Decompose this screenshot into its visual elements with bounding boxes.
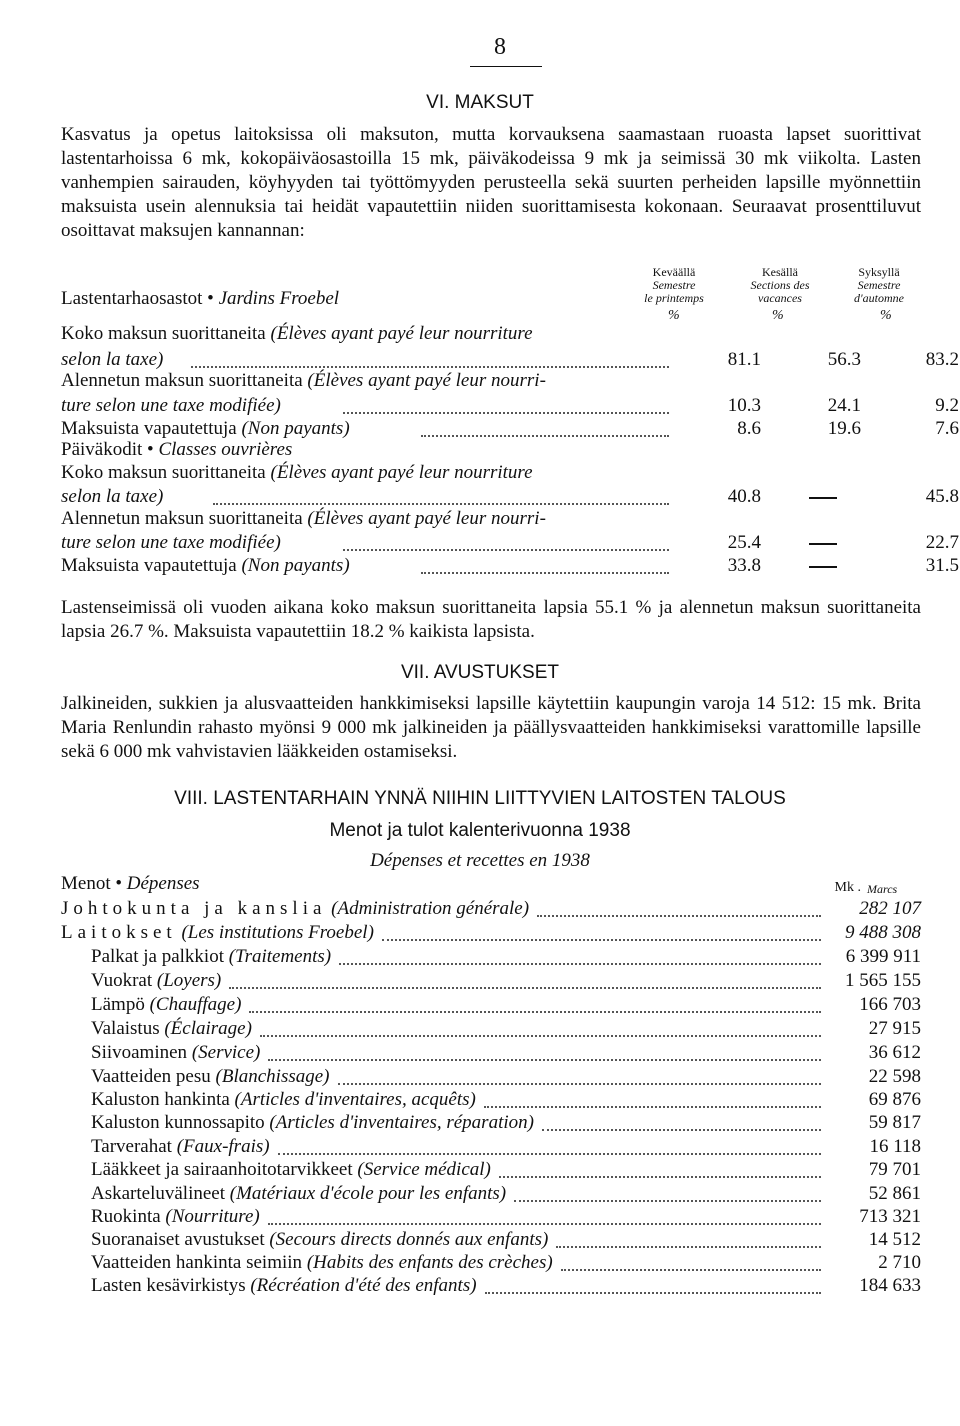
expense-label-fi: Ruokinta <box>91 1206 161 1227</box>
leader-dots <box>229 987 821 989</box>
table-row: Alennetun maksun suorittaneita (Élèves ayant payé leur nourri- <box>61 508 546 529</box>
table-row: ture selon une taxe modifiée) 10.3 24.1 9.2 <box>61 395 959 416</box>
expense-label-fr: (Chauffage) <box>149 994 242 1015</box>
expense-label-fi: Kaluston kunnossapito <box>91 1112 265 1133</box>
expense-row <box>61 1042 921 1068</box>
column-head-summer: Kesällä Sections des vacances <box>750 265 810 305</box>
expense-label-fr: (Articles d'inventaires, acquêts) <box>234 1089 476 1110</box>
leader-dots <box>484 1106 821 1108</box>
leader-dots <box>268 1223 821 1225</box>
expense-label-fi: Palkat ja palkkiot <box>91 946 224 967</box>
leader-dots <box>542 1129 821 1131</box>
unit-percent-summer: % <box>772 308 784 323</box>
expense-label-fr: (Habits des enfants des crèches) <box>306 1252 553 1273</box>
table-row: selon la taxe) 81.1 56.3 83.2 <box>61 349 959 370</box>
expense-label-fr: (Les institutions Froebel) <box>181 922 374 943</box>
table-row: Maksuista vapautettuja (Non payants) 33.8 31.5 <box>61 555 959 576</box>
expense-amount: 713 321 <box>859 1206 921 1227</box>
leader-dots <box>278 1153 821 1155</box>
expense-label-fr: (Récréation d'été des enfants) <box>250 1275 477 1296</box>
expense-amount: 14 512 <box>868 1229 921 1250</box>
expense-row <box>61 1159 921 1185</box>
expense-label-fr: (Faux-frais) <box>176 1136 270 1157</box>
expense-amount: 27 915 <box>868 1018 921 1039</box>
expense-label-fi: Kaluston hankinta <box>91 1089 230 1110</box>
expense-row <box>61 922 921 948</box>
expense-label-fi: Tarverahat <box>91 1136 172 1157</box>
expense-label-fr: (Administration générale) <box>331 898 530 919</box>
leader-dots <box>249 1011 821 1013</box>
leader-dots <box>382 939 821 941</box>
expense-amount: 1 565 155 <box>845 970 921 991</box>
section-vi-creche-paragraph: Lastenseimissä oli vuoden aikana koko maksun suorittaneita lapsia 55.1 % ja alennetun maksun suorittaneita lapsia 26.7 %. Maksuista vapautettiin 18.2 % kaikista lapsista. <box>61 597 921 642</box>
expense-amount: 282 107 <box>859 898 921 919</box>
expense-label-fi: Vaatteiden hankinta seimiin <box>91 1252 303 1273</box>
dash-no-data <box>809 497 837 499</box>
leader-dots <box>514 1200 821 1202</box>
expense-amount: 36 612 <box>868 1042 921 1063</box>
leader-dots <box>561 1269 821 1271</box>
expense-label-fr: (Nourriture) <box>165 1206 260 1227</box>
expense-label-fi: Lasten kesävirkistys <box>91 1275 246 1296</box>
expense-row <box>61 994 921 1020</box>
expense-label-fi: Johtokunta ja kanslia <box>61 898 327 919</box>
dash-no-data <box>809 543 837 545</box>
expense-amount: 22 598 <box>868 1066 921 1087</box>
section-vi-heading: VI. MAKSUT <box>426 92 534 113</box>
expense-row <box>61 1018 921 1044</box>
table-row: Koko maksun suorittaneita (Élèves ayant payé leur nourriture <box>61 323 533 344</box>
expense-label-fr: (Traitements) <box>228 946 332 967</box>
expense-label-fr: (Blanchissage) <box>215 1066 330 1087</box>
table-row: Maksuista vapautettuja (Non payants) 8.6 19.6 7.6 <box>61 418 959 439</box>
unit-marcs: Marcs <box>867 882 898 896</box>
unit-percent-autumn: % <box>880 308 892 323</box>
unit-percent-spring: % <box>668 308 680 323</box>
leader-dots <box>268 1059 821 1061</box>
expense-row <box>61 1112 921 1138</box>
page-number: 8 <box>494 34 506 60</box>
unit-mk: Mk . <box>834 880 861 895</box>
expense-amount: 184 633 <box>859 1275 921 1296</box>
expense-row <box>61 1275 921 1301</box>
expense-label-fi: Lääkkeet ja sairaanhoitotarvikkeet <box>91 1159 353 1180</box>
section-viii-heading: VIII. LASTENTARHAIN YNNÄ NIIHIN LIITTYVIEN LAITOSTEN TALOUS <box>174 788 786 809</box>
expense-label-fr: (Service médical) <box>357 1159 491 1180</box>
expense-label-fi: Suoranaiset avustukset <box>91 1229 265 1250</box>
expense-amount: 59 817 <box>868 1112 921 1133</box>
table-row: ture selon une taxe modifiée) 25.4 22.7 <box>61 532 959 553</box>
expense-label-fr: (Éclairage) <box>164 1018 252 1039</box>
page-number-rule <box>470 66 542 67</box>
dash-no-data <box>809 566 837 568</box>
expense-label-fr: (Service) <box>191 1042 261 1063</box>
leader-dots <box>339 963 821 965</box>
expense-label-fr: (Loyers) <box>156 970 222 991</box>
expense-amount: 2 710 <box>878 1252 921 1273</box>
expense-amount: 52 861 <box>868 1183 921 1204</box>
table-row: Alennetun maksun suorittaneita (Élèves ayant payé leur nourri- <box>61 370 546 391</box>
expense-label-fr: (Matériaux d'école pour les enfants) <box>229 1183 507 1204</box>
leader-dots <box>499 1176 821 1178</box>
expense-amount: 9 488 308 <box>845 922 921 943</box>
expense-label-fi: Vuokrat <box>91 970 153 991</box>
expense-amount: 166 703 <box>859 994 921 1015</box>
leader-dots <box>485 1292 821 1294</box>
section-viii-subheading: Menot ja tulot kalenterivuonna 1938 <box>329 820 631 841</box>
group-heading-kindergartens: Lastentarhaosastot • Jardins Froebel <box>61 288 340 309</box>
expense-amount: 16 118 <box>869 1136 921 1157</box>
expense-amount: 6 399 911 <box>845 946 921 967</box>
expense-row <box>61 898 921 924</box>
section-vii-paragraph: Jalkineiden, sukkien ja alusvaatteiden hankkimiseksi lapsille käytettiin kaupungin varoja 14 512: 15 mk. Brita Maria Renlundin rahasto myönsi 9 000 mk jalkineiden ja päällysvaatteiden hankkimiseksi varattomille lapsille sekä 6 000 mk vahvistavien lääkkeiden ostamiseksi. <box>61 693 921 762</box>
expense-amount: 69 876 <box>868 1089 921 1110</box>
column-head-spring: Keväällä Semestre le printemps <box>644 265 704 305</box>
column-head-autumn: Syksyllä Semestre d'automne <box>854 265 904 305</box>
expense-label-fi: Lämpö <box>91 994 145 1015</box>
leader-dots <box>260 1035 821 1037</box>
expense-row <box>61 970 921 996</box>
expense-label-fi: Valaistus <box>91 1018 160 1039</box>
table-row: selon la taxe) 40.8 45.8 <box>61 486 959 507</box>
expense-label-fi: Askarteluvälineet <box>91 1183 226 1204</box>
leader-dots <box>556 1246 821 1248</box>
expense-label-fi: Vaatteiden pesu <box>91 1066 211 1087</box>
section-viii-subheading-french: Dépenses et recettes en 1938 <box>370 850 590 871</box>
expense-label-fr: (Articles d'inventaires, réparation) <box>269 1112 534 1133</box>
leader-dots <box>338 1083 821 1085</box>
expense-label-fr: (Secours directs donnés aux enfants) <box>269 1229 549 1250</box>
expense-amount: 79 701 <box>868 1159 921 1180</box>
section-vi-intro-paragraph: Kasvatus ja opetus laitoksissa oli maksuton, mutta korvauksena saamastaan ruoasta lapset suorittivat lastentarhoissa 6 mk, kokopäiväosastoilla 15 mk, päiväkodeissa 9 mk ja seimissä 30 mk viikolta. Lasten vanhempien sairauden, köyhyyden tai työttömyyden perusteella sekä suurten perheiden lapsille myönnettiin maksuista usein alennuksia tai heidät vapautettiin niiden suorittamisesta kokonaan. Seuraavat prosenttiluvut osoittavat maksujen kannannan: <box>61 124 921 241</box>
expense-label-fi: Siivoaminen <box>91 1042 188 1063</box>
section-vii-heading: VII. AVUSTUKSET <box>400 662 560 683</box>
expense-label-fi: Laitokset <box>61 922 177 943</box>
expenses-heading: Menot • Dépenses Mk . Marcs <box>61 873 921 899</box>
expense-row <box>61 946 921 972</box>
leader-dots <box>537 915 821 917</box>
table-row: Koko maksun suorittaneita (Élèves ayant payé leur nourriture <box>61 462 533 483</box>
group-heading-day-care: Päiväkodit • Classes ouvrières <box>61 439 293 460</box>
